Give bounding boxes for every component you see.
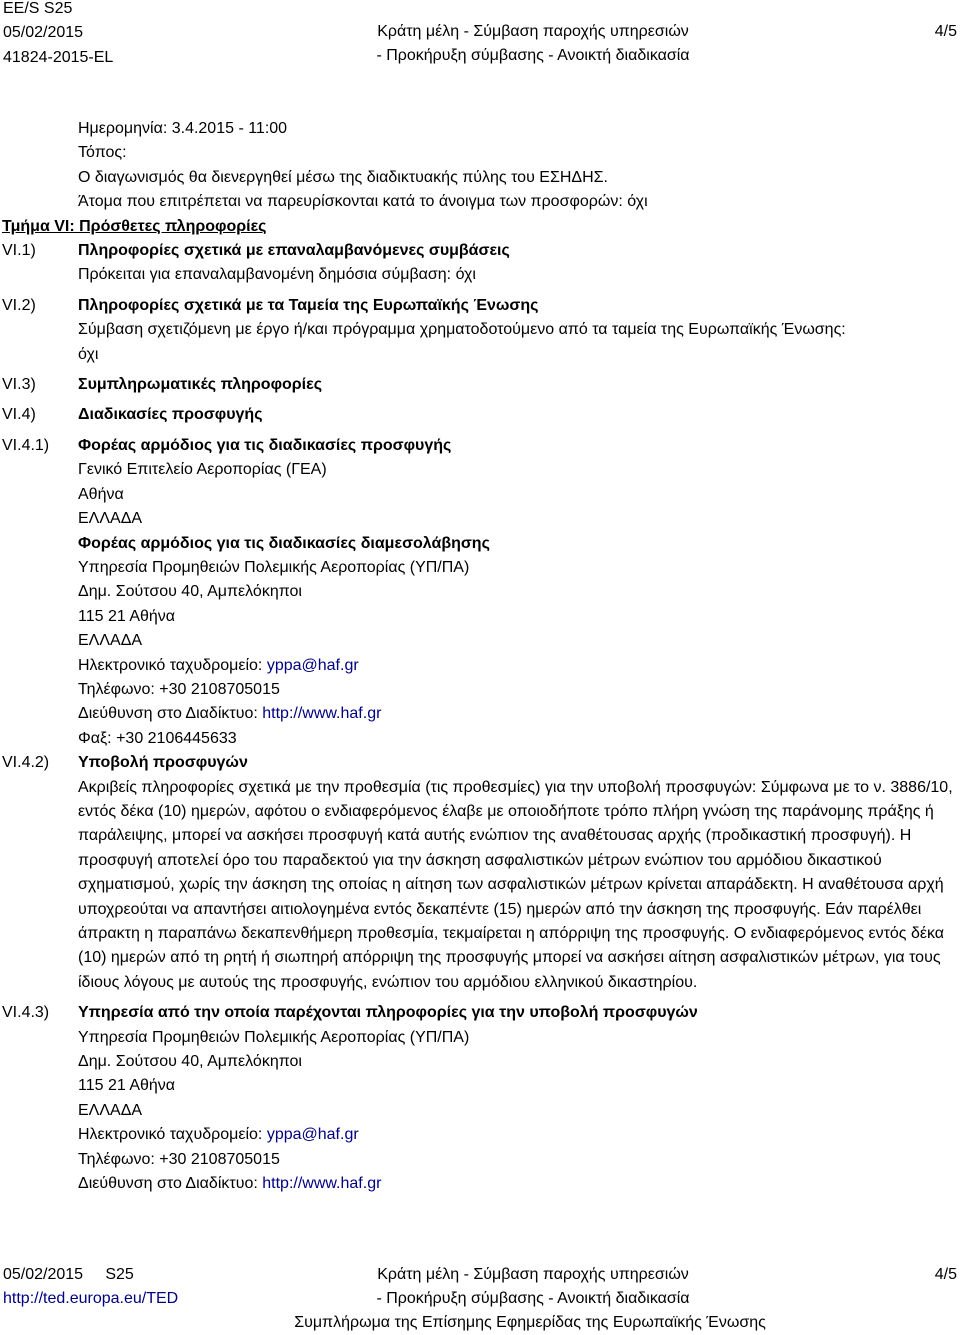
footer-date: 05/02/2015	[3, 1266, 84, 1283]
vi41-number: VI.4.1)	[2, 436, 50, 454]
mediation-web-label: Διεύθυνση στο Διαδίκτυο:	[78, 705, 258, 723]
mediation-email-label: Ηλεκτρονικό ταχυδρομείο:	[78, 656, 263, 674]
opening-date: Ημερομηνία: 3.4.2015 - 11:00	[78, 120, 288, 137]
mediation-web-link[interactable]: http://www.haf.gr	[262, 705, 382, 723]
mediation-street: Δημ. Σούτσου 40, Αμπελόκηποι	[78, 583, 302, 601]
vi3-number: VI.3)	[2, 376, 36, 394]
mediation-postal: 115 21 Αθήνα	[78, 607, 176, 625]
info-service-name: Υπηρεσία Προμηθειών Πολεμικής Αεροπορίας (ΥΠ/ΠΑ)	[78, 1028, 470, 1046]
vi2-text: Σύμβαση σχετιζόμενη με έργο ή/και πρόγραμμα χρηματοδοτούμενο από τα ταμεία της Ευρωπαϊκής Ένωσης:	[78, 321, 846, 339]
footer-journal: Συμπλήρωμα της Επίσημης Εφημερίδας της Ευρωπαϊκής Ένωσης	[294, 1314, 766, 1331]
footer-center	[340, 1263, 726, 1312]
vi4-number: VI.4)	[2, 406, 36, 424]
header-notice-id: 41824-2015-EL	[3, 48, 114, 66]
review-body-city: Αθήνα	[78, 485, 124, 503]
footer-series: S25	[105, 1266, 134, 1283]
vi1-title: Πληροφορίες σχετικά με επαναλαμβανόμενες συμβάσεις	[78, 242, 510, 260]
mediation-name: Υπηρεσία Προμηθειών Πολεμικής Αεροπορίας (ΥΠ/ΠΑ)	[78, 558, 470, 576]
info-service-street: Δημ. Σούτσου 40, Αμπελόκηποι	[78, 1053, 302, 1071]
vi41-title: Φορέας αρμόδιος για τις διαδικασίες προσφυγής	[78, 436, 452, 454]
review-body-country: ΕΛΛΑΔΑ	[78, 510, 143, 528]
header-title-line1: Κράτη μέλη - Σύμβαση παροχής υπηρεσιών	[377, 23, 689, 40]
vi43-title: Υπηρεσία από την οποία παρέχονται πληροφορίες για την υποβολή προσφυγών	[78, 1004, 698, 1022]
vi2-answer: όχι	[78, 345, 99, 363]
vi1-text: Πρόκειται για επαναλαμβανομένη δημόσια σύμβαση: όχι	[78, 266, 476, 284]
header-center	[358, 20, 708, 69]
info-service-phone: Τηλέφωνο: +30 2108705015	[78, 1150, 280, 1168]
info-service-email-link[interactable]: yppa@haf.gr	[266, 1126, 359, 1144]
vi2-number: VI.2)	[2, 296, 36, 314]
vi42-text: Ακριβείς πληροφορίες σχετικά με την προθεσμία (τις προθεσμίες) για την υποβολή προσφυγών: Σύμφωνα με το ν. 3886/10, εντός δέκα (10) ημερών, αφότου ο ενδιαφερόμενος έλαβε με οποιοδήποτε τρόπο πλήρη γνώση της παράνομης πράξης ή παράλειψης, μπορεί να ασκήσει προσφυγή κατά αυτής ενώπιον της αναθέτουσας αρχής (προδικαστική προσφυγή). Η προσφυγή αποτελεί όρο του παραδεκτού για την άσκηση ασφαλιστικών μέτρων ενώπιον του αρμόδιου δικαστικού σχηματισμού, χωρίς την άσκηση της οποίας η αίτηση των ασφαλιστικών μέτρων κρίνεται απαράδεκτη. Η αναθέτουσα αρχή υποχρεούται να απαντήσει αιτιολογημένα εντός δεκαπέντε (15) ημερών από την άσκηση της προσφυγής. Εάν παρέλθει άπρακτη η παραπάνω δεκαπενθήμερη προθεσμία, τεκμαίρεται η απόρριψη της προσφυγής. Ο ενδιαφερόμενος εντός δέκα (10) ημερών από τη ρητή ή σιωπηρή απόρριψη της προσφυγής μπορεί να ασκήσει αίτηση ασφαλιστικών μέτρων, για τους ίδιους λόγους με αυτούς της προσφυγής, ενώπιον του αρμόδιου ελληνικού δικαστηρίου.	[78, 778, 953, 991]
mediation-country: ΕΛΛΑΔΑ	[78, 632, 143, 650]
footer-title-line2: - Προκήρυξη σύμβασης - Ανοικτή διαδικασία	[376, 1290, 690, 1308]
mediation-title: Φορέας αρμόδιος για τις διαδικασίες διαμεσολάβησης	[78, 534, 490, 552]
vi2-title: Πληροφορίες σχετικά με τα Ταμεία της Ευρωπαϊκής Ένωσης	[78, 296, 539, 314]
vi42-title: Υποβολή προσφυγών	[78, 754, 248, 772]
header-series: EE/S S25	[3, 0, 73, 17]
vi43-number: VI.4.3)	[2, 1004, 50, 1022]
header-left	[3, 0, 113, 70]
opening-persons: Άτομα που επιτρέπεται να παρευρίσκονται κατά το άνοιγμα των προσφορών: όχι	[78, 193, 648, 211]
footer-title-line1: Κράτη μέλη - Σύμβαση παροχής υπηρεσιών	[377, 1266, 689, 1283]
footer-left	[3, 1263, 178, 1312]
mediation-fax: Φαξ: +30 2106445633	[78, 729, 237, 747]
vi3-title: Συμπληρωματικές πληροφορίες	[78, 376, 323, 394]
header-date: 05/02/2015	[3, 24, 84, 42]
document-body	[0, 117, 960, 1196]
header-page-number: 4/5	[934, 23, 957, 40]
page-header	[0, 0, 960, 72]
vi4-title: Διαδικασίες προσφυγής	[78, 406, 263, 424]
mediation-email-link[interactable]: yppa@haf.gr	[266, 656, 359, 674]
opening-place-label: Τόπος:	[78, 144, 127, 162]
opening-place: Ο διαγωνισμός θα διενεργηθεί μέσω της διαδικτυακής πύλης του ΕΣΗΔΗΣ.	[78, 168, 608, 186]
info-service-web-link[interactable]: http://www.haf.gr	[262, 1175, 382, 1193]
info-service-country: ΕΛΛΑΔΑ	[78, 1101, 143, 1119]
mediation-phone: Τηλέφωνο: +30 2108705015	[78, 680, 280, 698]
section-title: Τμήμα VI: Πρόσθετες πληροφορίες	[2, 217, 267, 235]
info-service-postal: 115 21 Αθήνα	[78, 1077, 176, 1095]
info-service-web-label: Διεύθυνση στο Διαδίκτυο:	[78, 1175, 258, 1193]
vi42-number: VI.4.2)	[2, 754, 50, 772]
review-body-name: Γενικό Επιτελείο Αεροπορίας (ΓΕΑ)	[78, 461, 327, 479]
header-title-line2: - Προκήρυξη σύμβασης - Ανοικτή διαδικασία	[376, 47, 690, 65]
footer-page-number: 4/5	[934, 1266, 957, 1283]
info-service-email-label: Ηλεκτρονικό ταχυδρομείο:	[78, 1126, 263, 1144]
vi1-number: VI.1)	[2, 242, 36, 260]
footer-url-link[interactable]: http://ted.europa.eu/TED	[3, 1290, 179, 1308]
